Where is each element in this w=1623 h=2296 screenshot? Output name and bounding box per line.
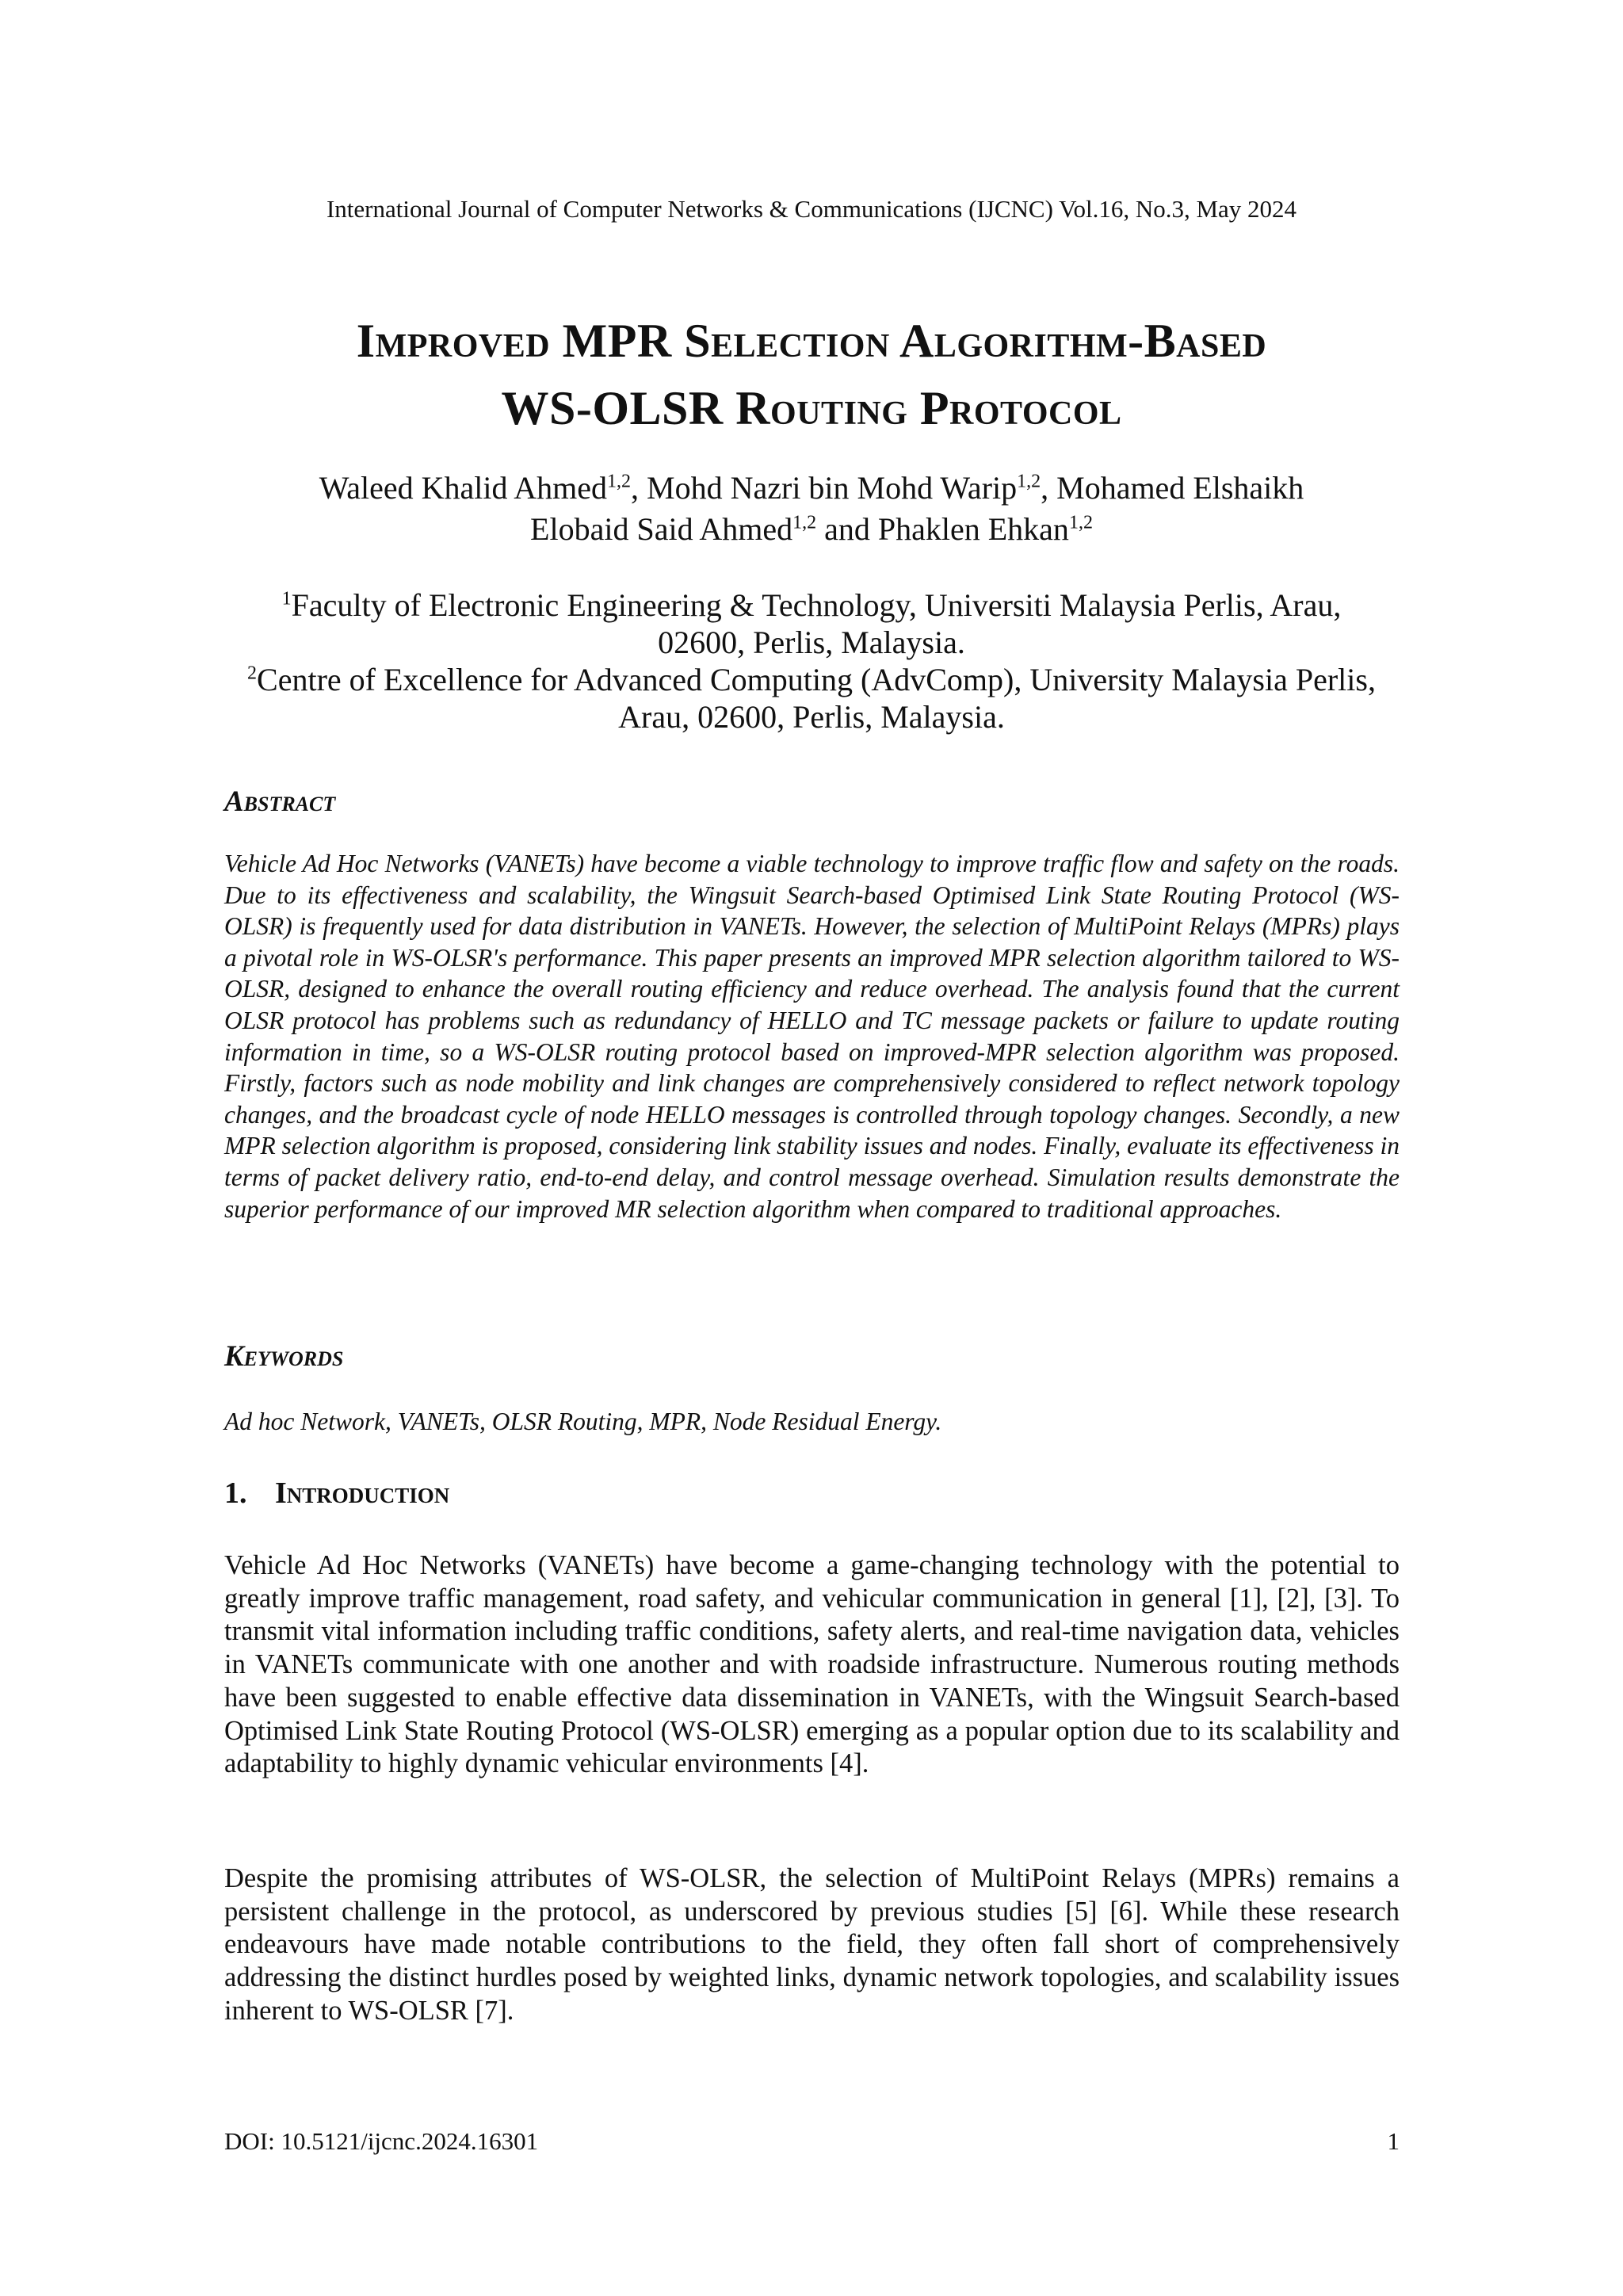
affiliations	[0, 586, 1623, 735]
author-list	[0, 468, 1623, 550]
abstract-heading: Abstract	[224, 785, 336, 818]
abstract-text: Vehicle Ad Hoc Networks (VANETs) have become a viable technology to improve traffic flow and safety on the roads. Due to its effectiveness and scalability, the Wingsuit Search-based Optimised Link State Routing Protocol (WS-OLSR) is frequently used for data distribution in VANETs. However, the selection of MultiPoint Relays (MPRs) plays a pivotal role in WS-OLSR's performance. This paper presents an improved MPR selection algorithm tailored to WS-OLSR, designed to enhance the overall routing efficiency and reduce overhead. The analysis found that the current OLSR protocol has problems such as redundancy of HELLO and TC message packets or failure to update routing information in time, so a WS-OLSR routing protocol based on improved-MPR selection algorithm was proposed. Firstly, factors such as node mobility and link changes are comprehensively considered to reflect network topology changes, and the broadcast cycle of node HELLO messages is controlled through topology changes. Secondly, a new MPR selection algorithm is proposed, considering link stability issues and nodes. Finally, evaluate its effectiveness in terms of packet delivery ratio, end-to-end delay, and control message overhead. Simulation results demonstrate the superior performance of our improved MR selection algorithm when compared to traditional approaches.	[224, 850, 1400, 1223]
section-title: Introduction	[275, 1477, 450, 1510]
author-affil-mark: 1,2	[792, 512, 817, 533]
author-line-1	[0, 468, 1623, 509]
introduction-heading	[224, 1476, 449, 1511]
author-affil-mark: 1,2	[1068, 512, 1093, 533]
journal-header: International Journal of Computer Networks & Communications (IJCNC) Vol.16, No.3, May 2024	[326, 195, 1297, 223]
affiliation-2-line-2: Arau, 02600, Perlis, Malaysia.	[618, 699, 1005, 735]
page-number: 1	[1387, 2127, 1400, 2155]
affiliation-mark: 1	[281, 588, 292, 609]
author-name: , Mohd Nazri bin Mohd Warip	[631, 470, 1018, 506]
keywords-heading: Keywords	[224, 1340, 344, 1373]
keywords-text: Ad hoc Network, VANETs, OLSR Routing, MPR, Node Residual Energy.	[224, 1408, 942, 1435]
author-line-2	[0, 509, 1623, 550]
affiliation-1-line-2: 02600, Perlis, Malaysia.	[658, 625, 965, 660]
author-affil-mark: 1,2	[1017, 471, 1041, 492]
author-name: Elobaid Said Ahmed	[530, 511, 793, 547]
affiliation-text: Centre of Excellence for Advanced Computing (AdvComp), University Malaysia Perlis,	[257, 662, 1376, 697]
title-line-1: Improved MPR Selection Algorithm-Based	[356, 315, 1267, 367]
author-name: and Phaklen Ehkan	[816, 511, 1069, 547]
affiliation-mark: 2	[247, 663, 258, 684]
section-number: 1.	[224, 1477, 247, 1510]
title-line-2: WS-OLSR Routing Protocol	[501, 382, 1122, 434]
affiliation-text: Faculty of Electronic Engineering & Technology, Universiti Malaysia Perlis, Arau,	[291, 587, 1342, 623]
author-name: , Mohamed Elshaikh	[1041, 470, 1304, 506]
author-affil-mark: 1,2	[607, 471, 632, 492]
author-name: Waleed Khalid Ahmed	[319, 470, 608, 506]
intro-paragraph-1: Vehicle Ad Hoc Networks (VANETs) have become a game-changing technology with the potential to greatly improve traffic management, road safety, and vehicular communication in general [1], [2], [3]. To transmit vital information including traffic conditions, safety alerts, and real-time navigation data, vehicles in VANETs communicate with one another and with roadside infrastructure. Numerous routing methods have been suggested to enable effective data dissemination in VANETs, with the Wingsuit Search-based Optimised Link State Routing Protocol (WS-OLSR) emerging as a popular option due to its scalability and adaptability to highly dynamic vehicular environments [4].	[224, 1550, 1400, 1779]
affiliation-2-line-1	[0, 661, 1623, 698]
footer-doi: DOI: 10.5121/ijcnc.2024.16301	[224, 2127, 539, 2155]
affiliation-1-line-1	[0, 586, 1623, 624]
paper-title	[0, 308, 1623, 442]
intro-paragraph-2: Despite the promising attributes of WS-OLSR, the selection of MultiPoint Relays (MPRs) remains a persistent challenge in the protocol, as underscored by previous studies [5] [6]. While these research endeavours have made notable contributions to the field, they often fall short of comprehensively addressing the distinct hurdles posed by weighted links, dynamic network topologies, and scalability issues inherent to WS-OLSR [7].	[224, 1863, 1400, 2026]
